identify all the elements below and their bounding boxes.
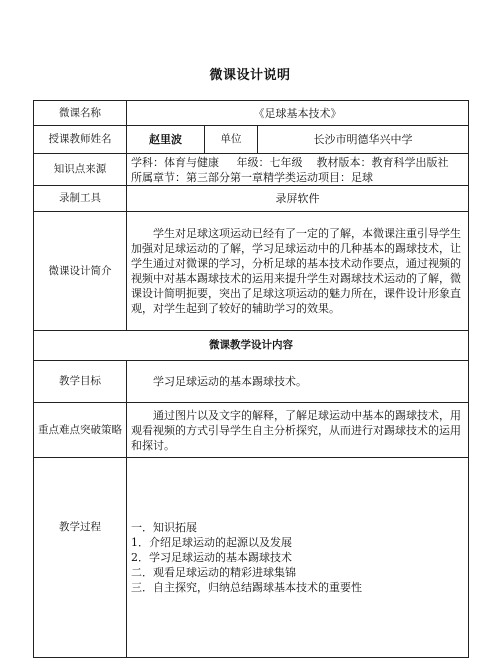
row-section-header bbox=[34, 331, 469, 361]
source-line-2: 所属章节：第三部分第一章精学类运动项目：足球 bbox=[131, 170, 373, 184]
goal-label: 教学目标 bbox=[34, 361, 127, 403]
row-process bbox=[34, 458, 469, 658]
intro-label: 微课设计简介 bbox=[34, 212, 127, 331]
course-name-label: 微课名称 bbox=[34, 101, 127, 126]
key-points-value: 通过图片以及文字的解释，了解足球运动中基本的踢球技术，用观看视频的方式引导学生自主分析探究，从而进行对踢球技术的运用和探讨。 bbox=[127, 403, 469, 458]
row-goal bbox=[34, 361, 469, 403]
row-intro bbox=[34, 212, 469, 331]
goal-value: 学习足球运动的基本踢球技术。 bbox=[127, 361, 469, 403]
row-course-name bbox=[34, 101, 469, 126]
design-table bbox=[33, 100, 469, 658]
row-key-points bbox=[34, 403, 469, 458]
process-item: 二．观看足球运动的精彩进球集锦 bbox=[131, 566, 296, 579]
course-name-value: 《足球基本技术》 bbox=[127, 101, 469, 126]
row-source bbox=[34, 154, 469, 186]
source-line-1: 学科：体育与健康 年级：七年级 教材版本：教育科学出版社 bbox=[131, 155, 449, 169]
tool-label: 录制工具 bbox=[34, 186, 127, 212]
process-item: 1．介绍足球运动的起源以及发展 bbox=[131, 536, 292, 549]
tool-value: 录屏软件 bbox=[127, 186, 469, 212]
source-value bbox=[127, 154, 469, 186]
source-label: 知识点来源 bbox=[34, 154, 127, 186]
teacher-label: 授课教师姓名 bbox=[34, 126, 127, 154]
process-list bbox=[127, 458, 469, 658]
process-item: 三．自主探究，归纳总结踢球基本技术的重要性 bbox=[131, 581, 362, 594]
section-header: 微课教学设计内容 bbox=[34, 331, 469, 361]
page-title: 微课设计说明 bbox=[209, 68, 291, 83]
process-item: 一．知识拓展 bbox=[131, 521, 197, 534]
teacher-name: 赵里波 bbox=[127, 126, 205, 154]
key-points-label: 重点难点突破策略 bbox=[34, 403, 127, 458]
intro-text: 学生对足球这项运动已经有了一定的了解，本微课注重引导学生加强对足球运动的了解，学习足球运动中的几种基本的踢球技术，让学生通过对微课的学习，分析足球的基本技术动作要点，通过视频的视频中对基本踢球技术的运用来提升学生对踢球技术运动的了解，微课设计简明扼要，突出了足球这项运动的魅力所在，课件设计形象直观，对学生起到了较好的辅助学习的效果。 bbox=[127, 212, 469, 331]
row-tool bbox=[34, 186, 469, 212]
unit-value: 长沙市明德华兴中学 bbox=[258, 126, 469, 154]
unit-label: 单位 bbox=[205, 126, 258, 154]
process-label: 教学过程 bbox=[34, 458, 127, 658]
process-item: 2．学习足球运动的基本踢球技术 bbox=[131, 551, 292, 564]
row-teacher bbox=[34, 126, 469, 154]
